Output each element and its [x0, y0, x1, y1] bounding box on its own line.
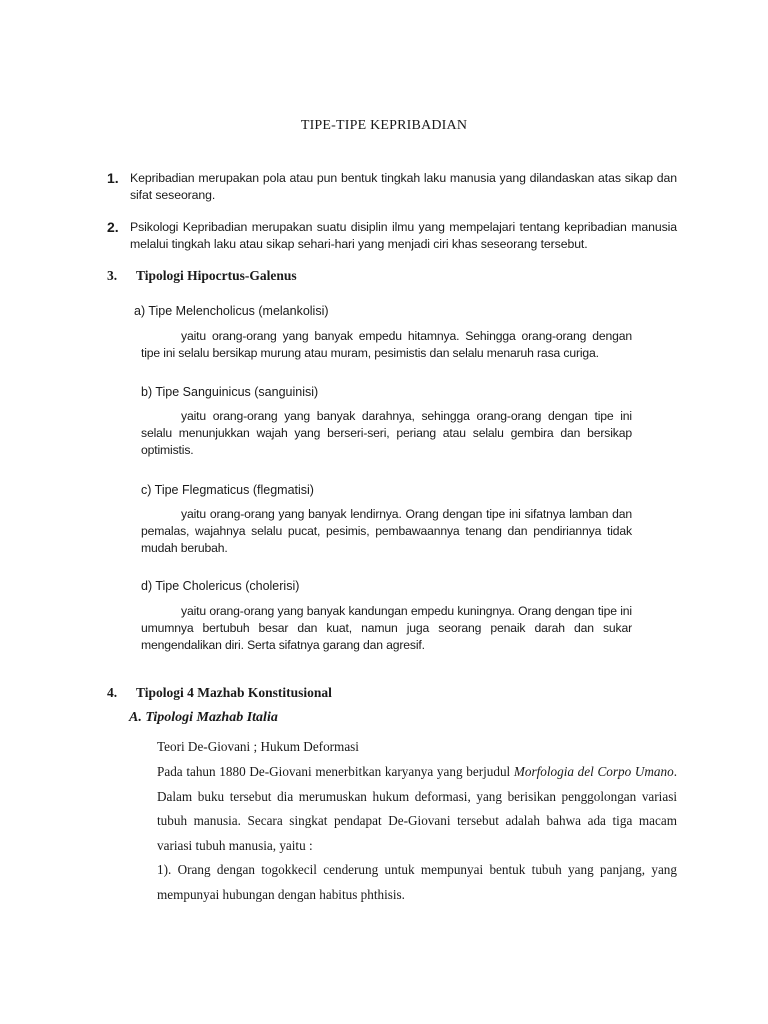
section-number: 4.: [107, 685, 118, 700]
type-d-label: d) Tipe Cholericus (cholerisi): [141, 579, 300, 593]
list-item-text: Psikologi Kepribadian merupakan suatu disiplin ilmu yang mempelajari tentang kepribadian manusia melalui tingkah laku atau sikap sehari-hari yang menjadi ciri khas seseorang tersebut.: [130, 220, 677, 251]
document-title: TIPE-TIPE KEPRIBADIAN: [300, 118, 468, 133]
variation-point-1: 1). Orang dengan togokkecil cenderung untuk mempunyai bentuk tubuh yang panjang, yang mempunyai hubungan dengan habitus phthisis.: [157, 862, 677, 902]
type-c-label: c) Tipe Flegmaticus (flegmatisi): [141, 483, 314, 497]
subsection-heading: A. Tipologi Mazhab Italia: [129, 710, 278, 725]
type-c-description: [141, 506, 632, 557]
book-title: Morfologia del Corpo Umano: [513, 764, 674, 779]
paragraph-text-start: Pada tahun 1880 De-Giovani menerbitkan karyanya yang berjudul: [157, 764, 514, 779]
theory-line: Teori De-Giovani ; Hukum Deformasi: [157, 739, 359, 754]
list-item-number: 2.: [107, 219, 119, 235]
type-d-text: yaitu orang-orang yang banyak kandungan empedu kuningnya. Orang dengan tipe ini umumnya bertubuh besar dan kuat, namun juga seorang penaik darah dan sukar mengendalikan diri. Serta sifatnya garang dan agresif.: [141, 604, 632, 652]
type-a-label: a) Tipe Melencholicus (melankolisi): [134, 304, 329, 318]
list-item-2: [107, 219, 677, 253]
type-c-text: yaitu orang-orang yang banyak lendirnya. Orang dengan tipe ini sifatnya lamban dan pemalas, wajahnya selalu pucat, pesimis, pembawaannya tenang dan pendiriannya tidak mudah berubah.: [141, 507, 632, 555]
list-item-text: Kepribadian merupakan pola atau pun bentuk tingkah laku manusia yang dilandaskan atas sikap dan sifat seseorang.: [130, 171, 677, 202]
type-b-label: b) Tipe Sanguinicus (sanguinisi): [141, 385, 319, 399]
type-b-description: [141, 408, 632, 459]
list-item-number: 1.: [107, 170, 119, 186]
section-title: Tipologi 4 Mazhab Konstitusional: [136, 685, 332, 700]
type-b-text: yaitu orang-orang yang banyak darahnya, sehingga orang-orang dengan tipe ini selalu menunjukkan wajah yang berseri-seri, periang atau selalu gembira dan bersikap optimistis.: [141, 409, 632, 457]
section-number: 3.: [107, 268, 118, 283]
type-d-description: [141, 603, 632, 654]
type-a-description: [141, 328, 632, 362]
section-title: Tipologi Hipocrtus-Galenus: [136, 268, 297, 283]
body-paragraph: [157, 760, 677, 858]
type-a-text: yaitu orang-orang yang banyak empedu hitamnya. Sehingga orang-orang dengan tipe ini selalu bersikap murung atau muram, pesimistis dan selalu menaruh rasa curiga.: [141, 329, 632, 360]
section-3-heading: [107, 268, 297, 284]
section-4-heading: [107, 685, 332, 701]
paragraph-text-end: . Dalam buku tersebut dia merumuskan hukum deformasi, yang berisikan penggolongan variasi tubuh manusia. Secara singkat pendapat De-Giovani tersebut adalah bahwa ada tiga macam variasi tubuh manusia, yaitu :: [157, 764, 677, 853]
list-item-1: [107, 170, 677, 204]
